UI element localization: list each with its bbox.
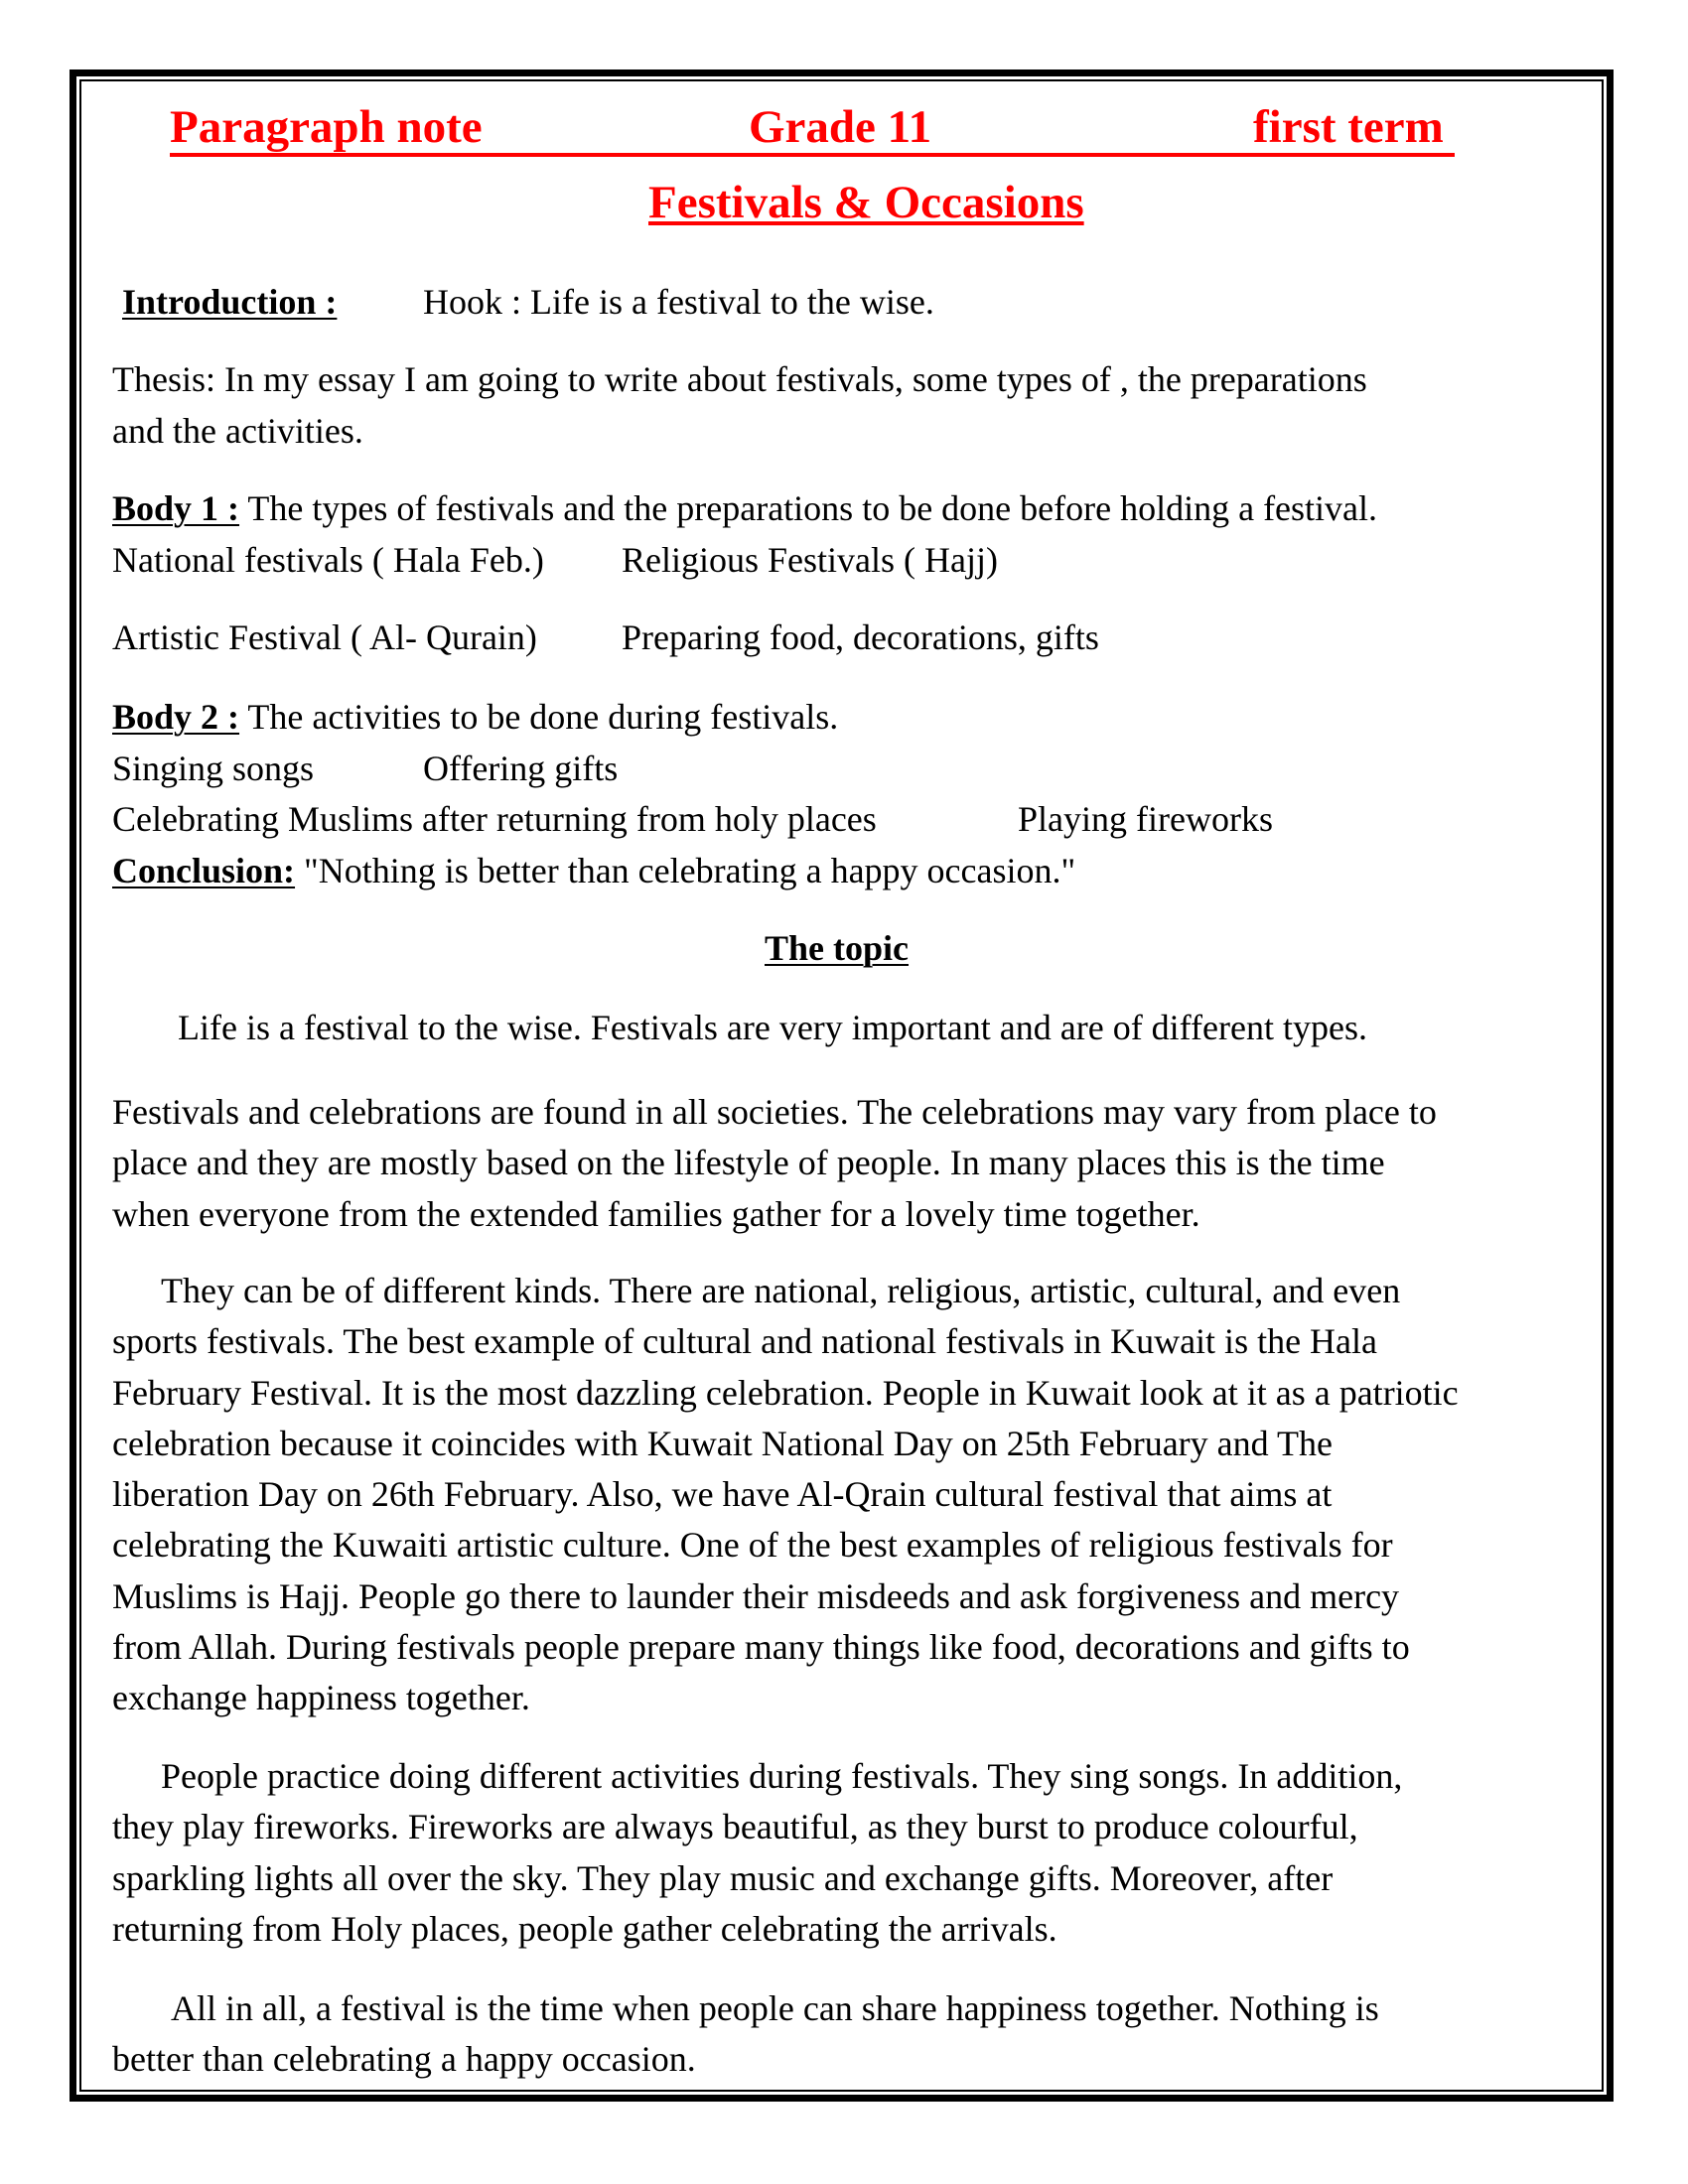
paragraph-line: from Allah. During festivals people prepare many things like food, decorations and gifts to	[112, 1627, 1410, 1668]
paragraph-line: returning from Holy places, people gather celebrating the arrivals.	[112, 1908, 1057, 1949]
paragraph-line: celebrating the Kuwaiti artistic culture. One of the best examples of religious festivals for	[112, 1525, 1393, 1566]
body1-point: Artistic Festival ( Al- Qurain)	[112, 617, 537, 657]
body1-point: National festivals ( Hala Feb.)	[112, 540, 544, 580]
body2-point: Singing songs	[112, 749, 315, 788]
paragraph-line: They can be of different kinds. There are national, religious, artistic, cultural, and even	[161, 1271, 1401, 1310]
paragraph-2	[112, 1266, 1459, 1724]
document-title: Festivals & Occasions	[648, 177, 1084, 228]
header-left: Paragraph note	[170, 101, 483, 153]
body1-point: Preparing food, decorations, gifts	[622, 617, 1099, 657]
paragraph-line: celebration because it coincides with Kuwait National Day on 25th February and The	[112, 1423, 1333, 1463]
paragraph-line: sports festivals. The best example of cultural and national festivals in Kuwait is the Hala	[112, 1321, 1378, 1362]
body2-point: Playing fireworks	[1018, 799, 1273, 839]
conclusion-line	[112, 846, 1075, 896]
conclusion-text: "Nothing is better than celebrating a happy occasion."	[304, 851, 1076, 890]
topic-intro: Life is a festival to the wise. Festivals are very important and are of different types.	[178, 1008, 1367, 1047]
paragraph-line: People practice doing different activities during festivals. They sing songs. In addition,	[161, 1756, 1403, 1796]
paragraph-line: sparkling lights all over the sky. They play music and exchange gifts. Moreover, after	[112, 1857, 1334, 1898]
introduction-label: Introduction :	[122, 282, 338, 322]
body2-point: Celebrating Muslims after returning from holy places	[112, 799, 877, 839]
paragraph-line: liberation Day on 26th February. Also, we have Al-Qrain cultural festival that aims at	[112, 1474, 1333, 1515]
paragraph-line: when everyone from the extended families gather for a lovely time together.	[112, 1193, 1200, 1234]
body1-line	[112, 483, 1377, 534]
hook-text: Hook : Life is a festival to the wise.	[423, 282, 934, 322]
paragraph-line: exchange happiness together.	[112, 1678, 530, 1718]
paragraph-3	[112, 1751, 1402, 1955]
paragraph-line: Muslims is Hajj. People go there to launder their misdeeds and ask forgiveness and mercy	[112, 1575, 1400, 1616]
paragraph-line: better than celebrating a happy occasion.	[112, 2039, 696, 2080]
body2-line	[112, 692, 838, 743]
paragraph-line: place and they are mostly based on the lifestyle of people. In many places this is the time	[112, 1143, 1385, 1183]
paragraph-line: Festivals and celebrations are found in all societies. The celebrations may vary from place to	[112, 1092, 1437, 1132]
body1-point: Religious Festivals ( Hajj)	[622, 540, 998, 580]
header-term: first term	[1253, 101, 1444, 153]
body2-point: Offering gifts	[423, 749, 619, 788]
paragraph-line: February Festival. It is the most dazzling celebration. People in Kuwait look at it as a patriotic	[112, 1372, 1459, 1413]
topic-heading: The topic	[765, 928, 910, 968]
conclusion-label: Conclusion:	[112, 851, 296, 890]
thesis-line: and the activities.	[112, 411, 363, 451]
paragraph-line: they play fireworks. Fireworks are always beautiful, as they burst to produce colourful,	[112, 1807, 1358, 1847]
body1-text: The types of festivals and the preparations to be done before holding a festival.	[247, 488, 1378, 528]
paragraph-line: All in all, a festival is the time when people can share happiness together. Nothing is	[171, 1988, 1379, 2028]
paragraph-4	[112, 1983, 1379, 2086]
body2-text: The activities to be done during festivals.	[247, 697, 839, 737]
thesis-line: Thesis: In my essay I am going to write about festivals, some types of , the preparations	[112, 359, 1367, 399]
paragraph-1	[112, 1087, 1437, 1240]
body1-label: Body 1 :	[112, 488, 240, 528]
body2-label: Body 2 :	[112, 697, 240, 737]
header-grade: Grade 11	[749, 101, 932, 153]
